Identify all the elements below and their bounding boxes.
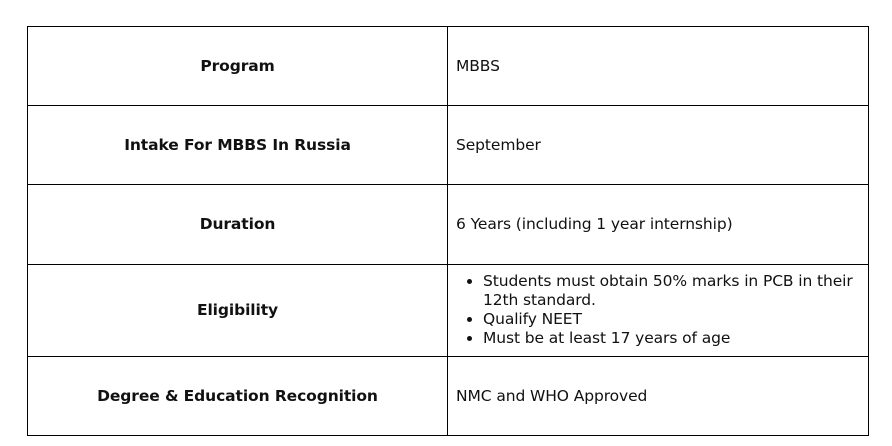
program-label: Program <box>28 27 448 106</box>
table-row-intake <box>28 106 869 185</box>
table-row-duration <box>28 185 869 264</box>
eligibility-item-age: • Must be at least 17 years of age <box>483 329 868 348</box>
eligibility-list <box>456 272 868 348</box>
recognition-label: Degree & Education Recognition <box>28 356 448 435</box>
duration-label: Duration <box>28 185 448 264</box>
recognition-value: NMC and WHO Approved <box>448 356 869 435</box>
table-row-eligibility <box>28 264 869 356</box>
program-value: MBBS <box>448 27 869 106</box>
intake-label: Intake For MBBS In Russia <box>28 106 448 185</box>
eligibility-value <box>448 264 869 356</box>
eligibility-item-neet: • Qualify NEET <box>483 310 868 329</box>
intake-value: September <box>448 106 869 185</box>
program-info-table <box>27 26 869 436</box>
table-row-program <box>28 27 869 106</box>
table-row-recognition <box>28 356 869 435</box>
duration-value: 6 Years (including 1 year internship) <box>448 185 869 264</box>
eligibility-item-marks: • Students must obtain 50% marks in PCB in their 12th standard. <box>483 272 868 310</box>
eligibility-label: Eligibility <box>28 264 448 356</box>
